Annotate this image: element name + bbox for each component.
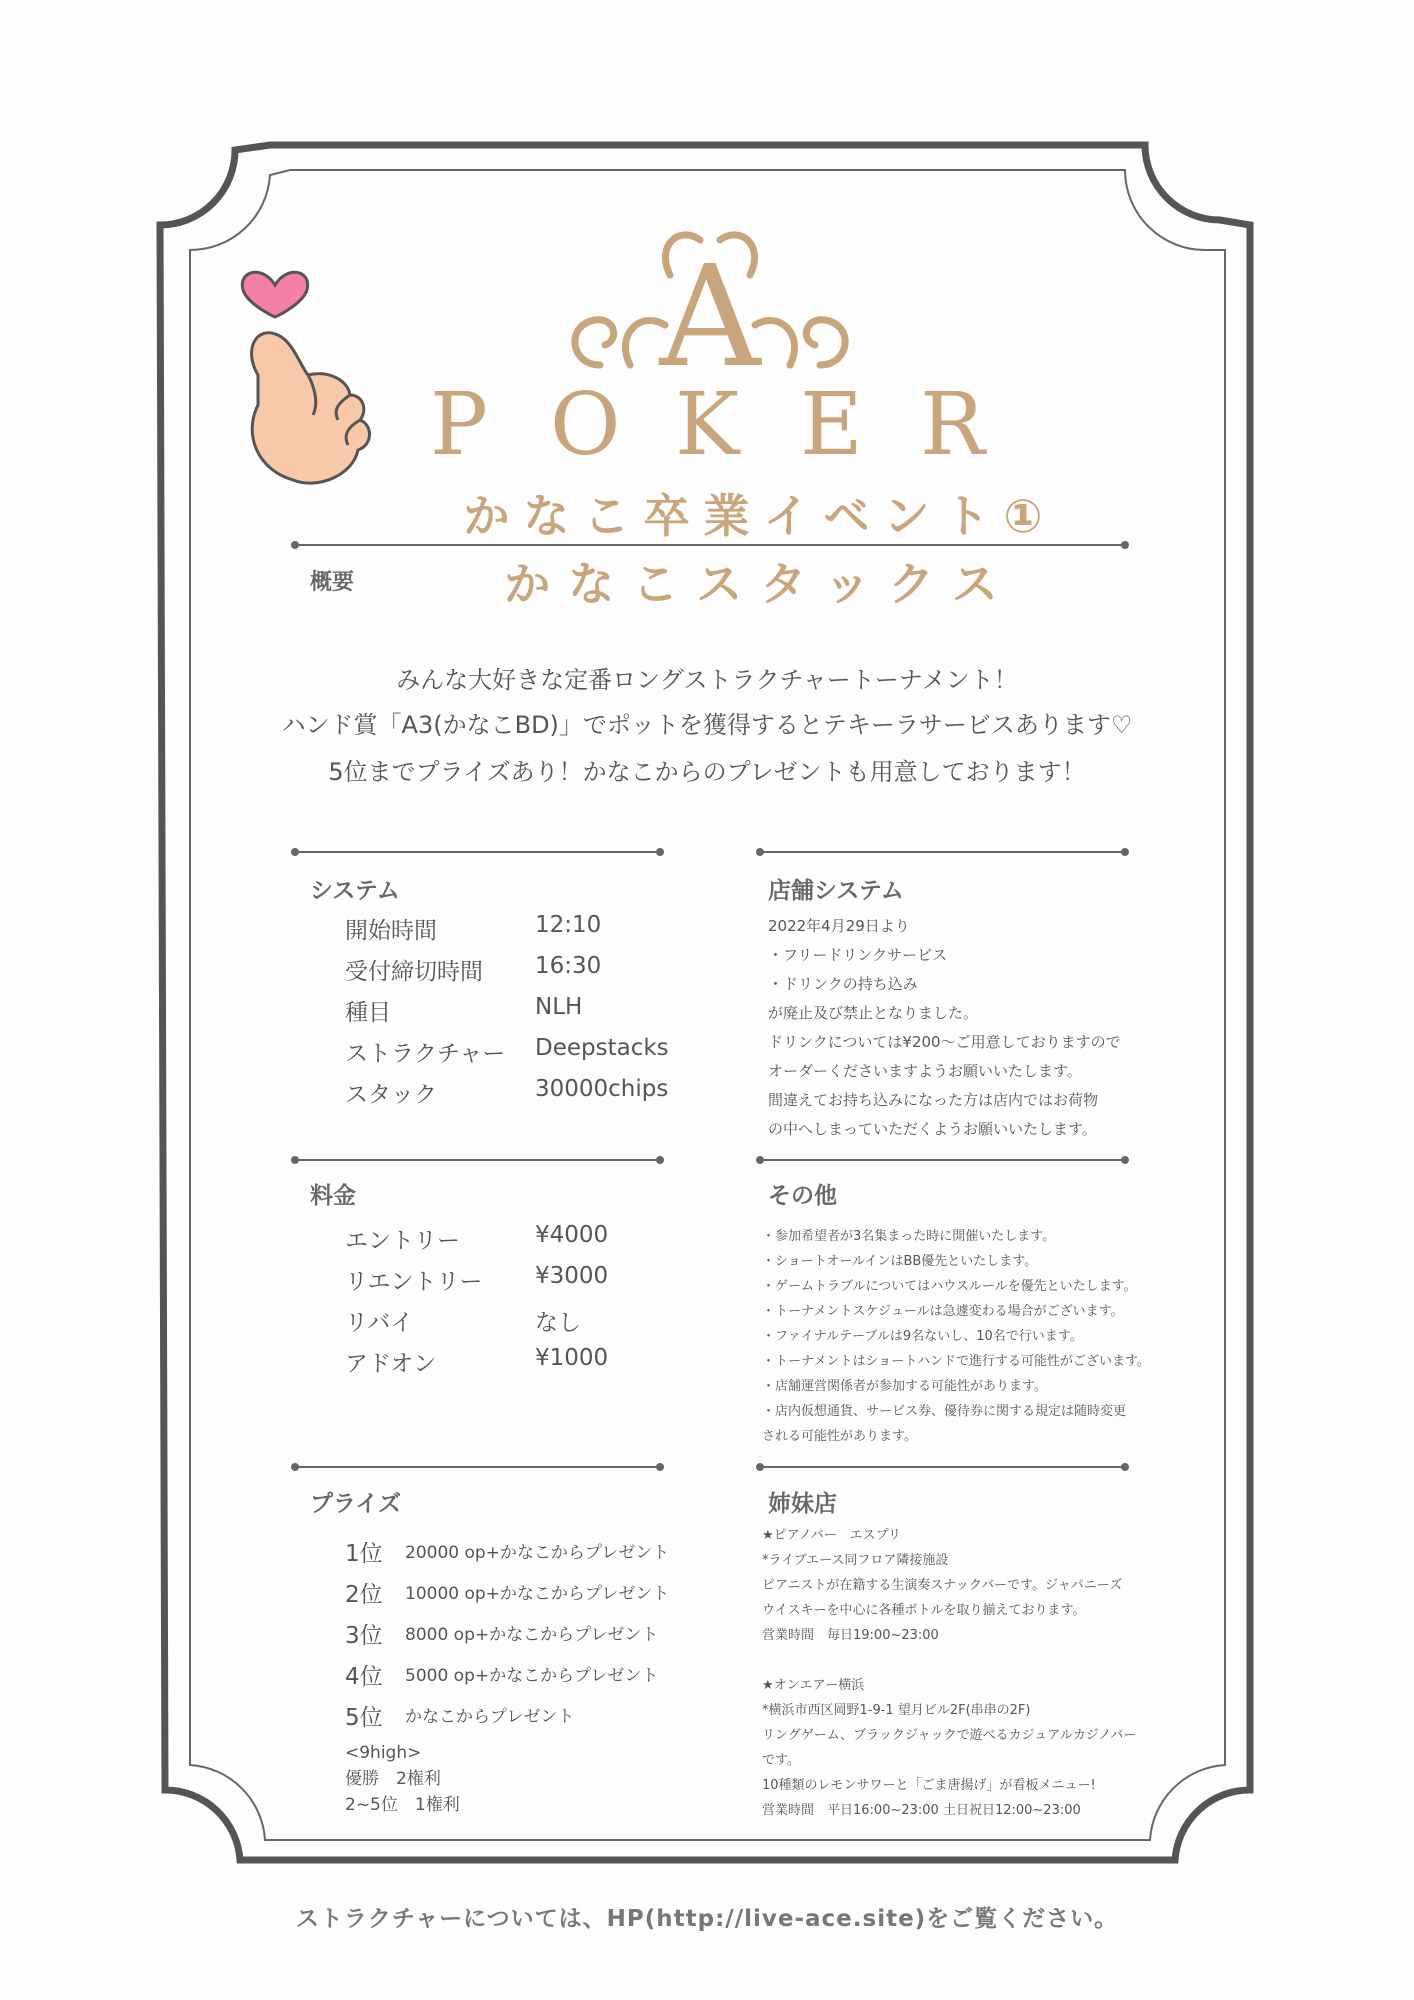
other-line: ・トーナメントスケジュールは急遽変わる場合がございます。 bbox=[762, 1304, 1124, 1319]
intro-line: みんな大好きな定番ロングストラクチャートーナメント！ bbox=[396, 666, 1018, 694]
sister-line: 10種類のレモンサワーと「ごま唐揚げ」が看板メニュー! bbox=[762, 1778, 1096, 1793]
system-value: NLH bbox=[535, 994, 583, 1020]
intro-line: 5位までプライズあり！かなこからのプレゼントも用意しております！ bbox=[328, 758, 1086, 786]
fees-title: 料金 bbox=[310, 1183, 356, 1209]
sister-line: リングゲーム、ブラックジャックで遊べるカジュアルカジノバー bbox=[762, 1728, 1137, 1743]
system-label: ストラクチャー bbox=[345, 1041, 506, 1067]
sister-title: 姉妹店 bbox=[768, 1491, 837, 1517]
sister-line: *横浜市西区岡野1-9-1 望月ビル2F(串串の2F) bbox=[762, 1703, 1031, 1718]
logo-letter-r: R bbox=[920, 375, 985, 475]
fee-value: なし bbox=[535, 1310, 581, 1336]
other-line: ・ゲームトラブルについてはハウスルールを優先といたします。 bbox=[762, 1279, 1137, 1294]
system-label: 開始時間 bbox=[345, 918, 437, 944]
prize-note: 優勝 2権利 bbox=[345, 1769, 441, 1789]
prize-detail: 20000 op+かなこからプレゼント bbox=[405, 1543, 670, 1563]
other-line: ・参加希望者が3名集まった時に開催いたします。 bbox=[762, 1229, 1056, 1244]
sister-line: 営業時間 平日16:00~23:00 土日祝日12:00~23:00 bbox=[762, 1803, 1081, 1818]
overview-label: 概要 bbox=[310, 570, 355, 595]
prize-note: <9high> bbox=[345, 1743, 422, 1763]
other-line: ・ショートオールインはBB優先といたします。 bbox=[762, 1254, 1038, 1269]
store-system-text bbox=[768, 912, 1121, 1144]
sister-text bbox=[762, 1523, 1136, 1823]
logo-letter: A bbox=[659, 236, 761, 385]
system-value: 30000chips bbox=[535, 1076, 669, 1102]
store-system-line: 間違えてお持ち込みになった方は店内ではお荷物 bbox=[768, 1091, 1099, 1109]
prize-rank: 4位 bbox=[345, 1664, 383, 1690]
store-system-line: 2022年4月29日より bbox=[768, 917, 910, 935]
footer-note: ストラクチャーについては、HP(http://live-ace.site)をご覧ください。 bbox=[295, 1906, 1119, 1932]
prizes-title: プライズ bbox=[310, 1491, 402, 1517]
prize-rank: 1位 bbox=[345, 1541, 383, 1567]
event-subtitle: かなこスタックス bbox=[504, 557, 1016, 611]
sister-line bbox=[762, 1648, 1136, 1673]
other-line: される可能性があります。 bbox=[762, 1429, 917, 1444]
store-system-line: の中へしまっていただくようお願いいたします。 bbox=[768, 1120, 1097, 1138]
logo-crown-icon bbox=[560, 215, 860, 385]
fee-label: リエントリー bbox=[345, 1269, 483, 1295]
prize-rank: 5位 bbox=[345, 1705, 383, 1731]
event-title: かなこ卒業イベント① bbox=[463, 489, 1057, 543]
sister-line: ★オンエアー横浜 bbox=[762, 1678, 865, 1693]
logo-letter-e: E bbox=[800, 375, 863, 475]
store-system-line: ・フリードリンクサービス bbox=[768, 946, 948, 964]
other-line: ・店内仮想通貨、サービス券、優待券に関する規定は随時変更 bbox=[762, 1404, 1127, 1419]
other-line: ・トーナメントはショートハンドで進行する可能性がございます。 bbox=[762, 1354, 1150, 1369]
sister-line: *ライブエース同フロア隣接施設 bbox=[762, 1553, 949, 1568]
logo-letter-o: O bbox=[550, 375, 621, 475]
prize-rank: 2位 bbox=[345, 1582, 383, 1608]
sister-line: です。 bbox=[762, 1753, 800, 1768]
fee-value: ¥1000 bbox=[535, 1345, 609, 1371]
prize-detail: 5000 op+かなこからプレゼント bbox=[405, 1666, 659, 1686]
sister-line: ウイスキーを中心に各種ボトルを取り揃えております。 bbox=[762, 1603, 1086, 1618]
prize-notes bbox=[345, 1740, 460, 1818]
logo-letter-p: P bbox=[430, 375, 488, 475]
prize-detail: かなこからプレゼント bbox=[405, 1707, 575, 1727]
fee-label: エントリー bbox=[345, 1228, 460, 1254]
sister-line: ★ピアノバー エスプリ bbox=[762, 1528, 902, 1543]
logo-letter-k: K bbox=[675, 375, 740, 475]
finger-heart-icon bbox=[238, 255, 388, 505]
fee-label: リバイ bbox=[345, 1310, 414, 1336]
system-value: Deepstacks bbox=[535, 1035, 669, 1061]
prize-rank: 3位 bbox=[345, 1623, 383, 1649]
other-line: ・ファイナルテーブルは9名ないし、10名で行います。 bbox=[762, 1329, 1083, 1344]
system-label: 受付締切時間 bbox=[345, 959, 483, 985]
sister-line: ピアニストが在籍する生演奏スナックバーです。ジャパニーズ bbox=[762, 1578, 1123, 1593]
prize-detail: 10000 op+かなこからプレゼント bbox=[405, 1584, 670, 1604]
system-title: システム bbox=[310, 878, 400, 904]
system-value: 16:30 bbox=[535, 953, 602, 979]
other-line: ・店舗運営関係者が参加する可能性があります。 bbox=[762, 1379, 1047, 1394]
sister-line: 営業時間 毎日19:00~23:00 bbox=[762, 1628, 939, 1643]
intro-line: ハンド賞「A3(かなこBD)」でポットを獲得するとテキーラサービスあります♡ bbox=[281, 711, 1133, 739]
other-title: その他 bbox=[768, 1183, 837, 1209]
system-value: 12:10 bbox=[535, 912, 602, 938]
prize-detail: 8000 op+かなこからプレゼント bbox=[405, 1625, 659, 1645]
system-label: スタック bbox=[345, 1082, 437, 1108]
system-label: 種目 bbox=[345, 1000, 391, 1026]
store-system-line: が廃止及び禁止となりました。 bbox=[768, 1004, 979, 1022]
store-system-title: 店舗システム bbox=[768, 878, 904, 904]
other-text bbox=[762, 1224, 1150, 1449]
store-system-line: ドリンクについては¥200〜ご用意しておりますので bbox=[768, 1033, 1121, 1051]
store-system-line: オーダーくださいますようお願いいたします。 bbox=[768, 1062, 1082, 1080]
store-system-line: ・ドリンクの持ち込み bbox=[768, 975, 918, 993]
fee-value: ¥4000 bbox=[535, 1222, 609, 1248]
prize-note: 2~5位 1権利 bbox=[345, 1795, 460, 1815]
fee-label: アドオン bbox=[345, 1351, 437, 1377]
logo-wordmark bbox=[430, 375, 1010, 475]
fee-value: ¥3000 bbox=[535, 1263, 609, 1289]
